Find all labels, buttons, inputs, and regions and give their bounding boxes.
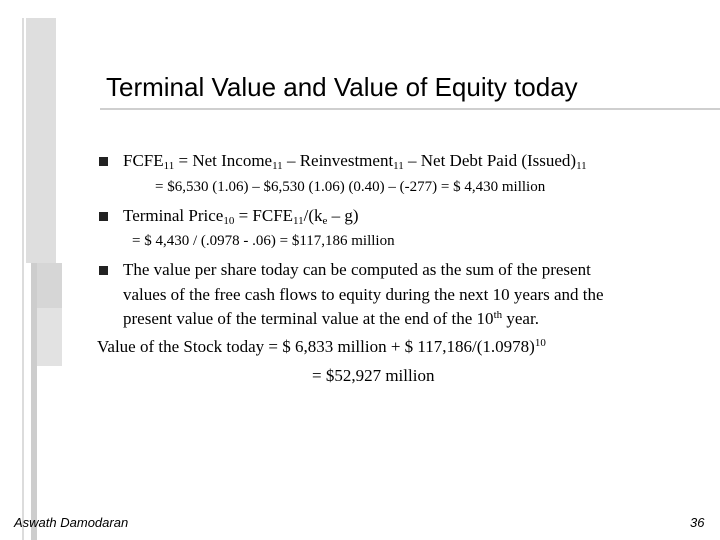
superscript: 10 [534, 337, 546, 349]
bullet3-line3 [123, 309, 539, 329]
text-fcfe: = FCFE [234, 206, 294, 225]
slide-title: Terminal Value and Value of Equity today [106, 72, 578, 102]
terminal-price-calculation: = $ 4,430 / (.0978 - .06) = $117,186 million [132, 233, 395, 249]
text: year. [502, 309, 539, 328]
title-underline [100, 108, 720, 110]
superscript: th [493, 309, 503, 321]
text: present value of the terminal value at the end of the 10 [123, 309, 494, 328]
bullet-square-icon [99, 212, 108, 221]
footer-author: Aswath Damodaran [14, 515, 129, 530]
bullet-fcfe [123, 151, 587, 172]
bullet-terminal-price [123, 206, 359, 227]
bullet3-line1: The value per share today can be computed as the sum of the present [123, 260, 591, 279]
subscript: 11 [163, 160, 175, 172]
text-fcfe: FCFE [123, 151, 164, 170]
bullet-square-icon [99, 266, 108, 275]
fcfe-calculation: = $6,530 (1.06) – $6,530 (1.06) (0.40) – (-277) = $ 4,430 million [155, 179, 546, 195]
text-net-debt: – Net Debt Paid (Issued) [403, 151, 577, 170]
bullet-square-icon [99, 157, 108, 166]
subscript: 11 [272, 160, 283, 172]
bullet3-line2: values of the free cash flows to equity during the next 10 years and the [123, 285, 604, 304]
text-terminal-price: Terminal Price [123, 206, 224, 225]
subscript: 11 [293, 215, 304, 227]
decor-bar [37, 308, 62, 366]
text-reinvestment: – Reinvestment [282, 151, 394, 170]
text-net-income: = Net Income [174, 151, 273, 170]
text-ke: /(k [303, 206, 323, 225]
subscript: 10 [223, 215, 235, 227]
text: Value of the Stock today = $ 6,833 million + $ 117,186/(1.0978) [97, 337, 535, 356]
subscript: 11 [576, 160, 587, 172]
text-g: – g) [327, 206, 359, 225]
decor-bar [22, 18, 24, 540]
value-stock-line1 [97, 337, 546, 357]
subscript: e [322, 215, 328, 227]
decor-bar [37, 263, 62, 308]
value-stock-result: = $52,927 million [312, 366, 435, 385]
decor-bar [26, 18, 56, 263]
subscript: 11 [393, 160, 404, 172]
page-number: 36 [690, 515, 705, 530]
